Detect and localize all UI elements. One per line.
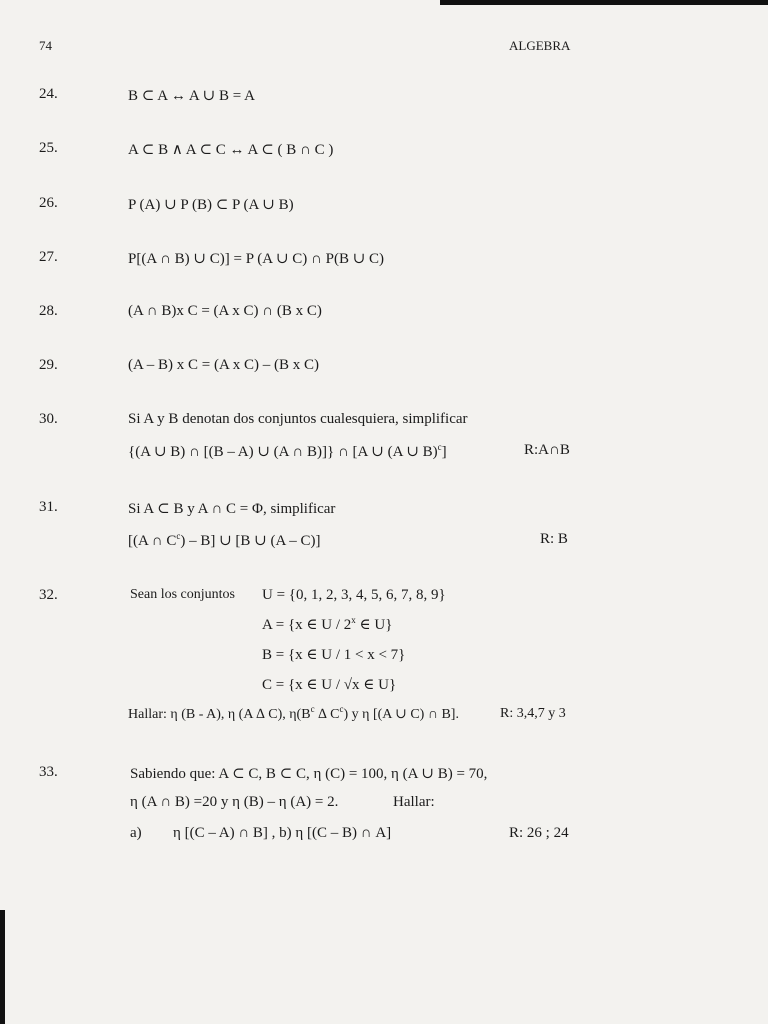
problem-condition: η (A ∩ B) =20 y η (B) – η (A) = 2. bbox=[130, 794, 339, 810]
problem-expression: [(A ∩ $C^c) - B$] ∪ [B ∪ (A – C)] bbox=[128, 531, 321, 549]
problem-question: Hallar: η (B - A), η (A ∆ C), $\eta(B^c$ ∆ $C^c$) y η [(A ∪ C) ∩ B]. bbox=[128, 704, 459, 722]
problem-statement: Si A y B denotan dos conjuntos cualesquiera, simplificar bbox=[128, 411, 468, 427]
problem-statement: Sean los conjuntos bbox=[130, 587, 235, 602]
problem-answer: R:A∩B bbox=[524, 442, 570, 458]
problem-number: 27. bbox=[39, 249, 58, 265]
problem-number: 28. bbox=[39, 303, 58, 319]
problem-number: 32. bbox=[39, 587, 58, 603]
set-definition-b: B = {x ∈ U / 1 < x < 7} bbox=[262, 647, 406, 663]
set-definition-u: U = {0, 1, 2, 3, 4, 5, 6, 7, 8, 9} bbox=[262, 587, 446, 603]
problem-statement: (A – B) x C = (A x C) – (B x C) bbox=[128, 357, 319, 373]
problem-statement: P (A) ∪ P (B) ⊂ P (A ∪ B) bbox=[128, 197, 294, 213]
set-definition-a: A = {x ∈ U / 2$^x$ ∈ U} bbox=[262, 615, 393, 633]
problem-number: 25. bbox=[39, 140, 58, 156]
page-header-title: ALGEBRA bbox=[509, 38, 571, 53]
problem-answer: R: B bbox=[540, 531, 568, 547]
problem-expression: {(A ∪ B) ∩ [(B – A) ∪ (A ∩ B)]} ∩ [A ∪ (A ∪ B)$^c$] bbox=[128, 442, 447, 460]
problem-number: 24. bbox=[39, 86, 58, 102]
problem-number: 31. bbox=[39, 499, 58, 515]
problem-statement: Sabiendo que: A ⊂ C, B ⊂ C, η (C) = 100, η (A ∪ B) = 70, bbox=[130, 766, 488, 782]
problem-number: 29. bbox=[39, 357, 58, 373]
problem-statement: Si A ⊂ B y A ∩ C = Φ, simplificar bbox=[128, 501, 336, 517]
subproblem-label: a) bbox=[130, 825, 142, 841]
problem-number: 33. bbox=[39, 764, 58, 780]
subproblem-expression: η [(C – A) ∩ B] , b) η [(C – B) ∩ A] bbox=[173, 825, 392, 841]
problem-statement: B ⊂ A ↔ A ∪ B = A bbox=[128, 88, 255, 104]
scan-edge-left bbox=[0, 910, 5, 1024]
problem-statement: P[(A ∩ B) ∪ C)] = P (A ∪ C) ∩ P(B ∪ C) bbox=[128, 251, 385, 267]
problem-number: 30. bbox=[39, 411, 58, 427]
problem-answer: R: 3,4,7 y 3 bbox=[500, 706, 566, 721]
problem-statement: (A ∩ B)x C = (A x C) ∩ (B x C) bbox=[128, 303, 322, 319]
scan-edge-top bbox=[440, 0, 768, 5]
page-number: 74 bbox=[39, 38, 52, 53]
problem-answer: R: 26 ; 24 bbox=[509, 825, 569, 841]
problem-number: 26. bbox=[39, 195, 58, 211]
set-definition-c: C = {x ∈ U / √x ∈ U} bbox=[262, 677, 397, 693]
problem-statement: A ⊂ B ∧ A ⊂ C ↔ A ⊂ ( B ∩ C ) bbox=[128, 142, 334, 158]
problem-instruction: Hallar: bbox=[393, 794, 435, 810]
